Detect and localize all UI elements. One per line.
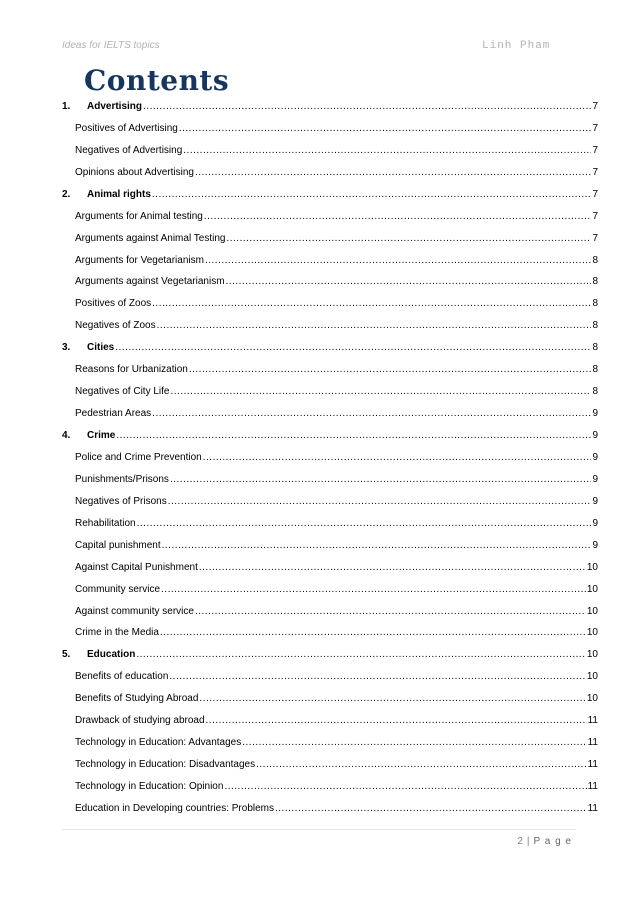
toc-entry-label: Crime [87,430,116,442]
toc-page-number: 9 [592,408,598,420]
toc-page-number: 7 [592,166,598,178]
toc-subsection-entry[interactable] [62,469,598,491]
toc-entry-label: Against community service [75,605,194,617]
toc-entry-label: Cities [87,342,115,354]
toc-page-number: 11 [587,715,598,727]
toc-page-number: 7 [592,232,598,244]
page-title: Contents [84,64,230,97]
table-of-contents [62,96,598,820]
toc-entry-label: Police and Crime Prevention [75,451,202,463]
toc-dot-leader [143,101,591,113]
toc-dot-leader [162,540,592,552]
toc-dot-leader [183,145,591,157]
footer-separator: | [526,836,531,847]
toc-section-number: 4. [62,430,71,442]
toc-subsection-entry[interactable] [62,228,598,250]
toc-dot-leader [203,452,592,464]
toc-page-number: 9 [592,495,598,507]
toc-entry-label: Arguments for Vegetarianism [75,254,204,266]
toc-page-number: 11 [587,737,598,749]
toc-page-number: 10 [586,605,598,617]
toc-subsection-entry[interactable] [62,798,598,820]
toc-page-number: 7 [592,100,598,112]
toc-entry-label: Negatives of Advertising [75,144,183,156]
toc-page-number: 8 [592,276,598,288]
toc-subsection-entry[interactable] [62,754,598,776]
toc-dot-leader [204,211,592,223]
toc-entry-label: Benefits of education [75,671,169,683]
toc-section-entry[interactable] [62,337,598,359]
toc-dot-leader [199,693,585,705]
toc-subsection-entry[interactable] [62,710,598,732]
toc-subsection-entry[interactable] [62,250,598,272]
toc-entry-label: Drawback of studying abroad [75,715,205,727]
toc-dot-leader [195,606,586,618]
toc-page-number: 11 [587,781,598,793]
toc-subsection-entry[interactable] [62,666,598,688]
toc-subsection-entry[interactable] [62,732,598,754]
toc-page-number: 11 [587,759,598,771]
toc-page-number: 9 [592,473,598,485]
toc-dot-leader [152,298,591,310]
toc-entry-label: Negatives of City Life [75,386,170,398]
toc-dot-leader [199,562,586,574]
toc-entry-label: Education [87,649,136,661]
page-header [62,40,576,56]
toc-entry-label: Negatives of Prisons [75,495,167,507]
toc-page-number: 8 [592,364,598,376]
toc-dot-leader [160,627,586,639]
toc-section-entry[interactable] [62,425,598,447]
toc-subsection-entry[interactable] [62,315,598,337]
header-author: Linh Pham [482,40,551,52]
toc-subsection-entry[interactable] [62,118,598,140]
toc-page-number: 7 [592,210,598,222]
toc-entry-label: Education in Developing countries: Problems [75,802,274,814]
toc-dot-leader [116,430,591,442]
toc-entry-label: Arguments against Animal Testing [75,232,226,244]
toc-page-number: 9 [592,517,598,529]
toc-subsection-entry[interactable] [62,535,598,557]
toc-dot-leader [179,123,592,135]
toc-section-entry[interactable] [62,184,598,206]
toc-entry-label: Negatives of Zoos [75,320,156,332]
toc-page-number: 9 [592,539,598,551]
toc-page-number: 10 [586,583,598,595]
toc-dot-leader [189,364,592,376]
toc-section-number: 1. [62,100,71,112]
header-document-title: Ideas for IELTS topics [62,40,160,51]
toc-page-number: 9 [592,451,598,463]
toc-subsection-entry[interactable] [62,381,598,403]
footer-page-number: 2 [517,836,524,847]
toc-entry-label: Animal rights [87,188,151,200]
toc-entry-label: Crime in the Media [75,627,159,639]
toc-section-entry[interactable] [62,96,598,118]
toc-section-entry[interactable] [62,644,598,666]
toc-subsection-entry[interactable] [62,403,598,425]
footer-divider [62,829,576,830]
toc-page-number: 10 [586,671,598,683]
toc-subsection-entry[interactable] [62,293,598,315]
toc-section-number: 2. [62,188,71,200]
toc-page-number: 7 [592,188,598,200]
toc-entry-label: Arguments for Animal testing [75,210,203,222]
toc-dot-leader [168,496,592,508]
toc-dot-leader [161,584,586,596]
toc-entry-label: Opinions about Advertising [75,166,194,178]
toc-dot-leader [226,276,592,288]
toc-subsection-entry[interactable] [62,579,598,601]
toc-dot-leader [136,649,586,661]
toc-page-number: 9 [592,430,598,442]
toc-page-number: 8 [592,298,598,310]
toc-subsection-entry[interactable] [62,447,598,469]
toc-subsection-entry[interactable] [62,601,598,623]
toc-subsection-entry[interactable] [62,513,598,535]
toc-dot-leader [171,386,592,398]
toc-entry-label: Technology in Education: Disadvantages [75,759,256,771]
toc-page-number: 8 [592,342,598,354]
toc-page-number: 10 [586,693,598,705]
toc-entry-label: Pedestrian Areas [75,408,152,420]
toc-dot-leader [206,715,587,727]
toc-subsection-entry[interactable] [62,140,598,162]
toc-page-number: 7 [592,122,598,134]
toc-subsection-entry[interactable] [62,557,598,579]
toc-page-number: 7 [592,144,598,156]
toc-subsection-entry[interactable] [62,206,598,228]
toc-dot-leader [224,781,586,793]
toc-entry-label: Capital punishment [75,539,161,551]
toc-page-number: 8 [592,254,598,266]
toc-page-number: 10 [586,649,598,661]
toc-page-number: 8 [592,320,598,332]
toc-page-number: 10 [586,561,598,573]
toc-dot-leader [115,342,591,354]
toc-page-number: 8 [592,386,598,398]
toc-subsection-entry[interactable] [62,359,598,381]
toc-entry-label: Reasons for Urbanization [75,364,188,376]
toc-dot-leader [152,408,591,420]
toc-subsection-entry[interactable] [62,776,598,798]
toc-entry-label: Rehabilitation [75,517,136,529]
toc-dot-leader [256,759,586,771]
toc-subsection-entry[interactable] [62,272,598,294]
toc-page-number: 11 [587,802,598,814]
toc-subsection-entry[interactable] [62,688,598,710]
toc-dot-leader [205,255,591,267]
toc-dot-leader [195,167,591,179]
toc-dot-leader [275,803,587,815]
toc-entry-label: Against Capital Punishment [75,561,198,573]
toc-entry-label: Positives of Zoos [75,298,152,310]
toc-dot-leader [242,737,586,749]
toc-section-number: 5. [62,649,71,661]
toc-dot-leader [170,474,592,486]
toc-entry-label: Arguments against Vegetarianism [75,276,225,288]
toc-page-number: 10 [586,627,598,639]
toc-dot-leader [137,518,592,530]
toc-subsection-entry[interactable] [62,491,598,513]
toc-entry-label: Benefits of Studying Abroad [75,693,199,705]
toc-dot-leader [169,671,585,683]
toc-entry-label: Positives of Advertising [75,122,178,134]
toc-entry-label: Advertising [87,100,143,112]
toc-entry-label: Community service [75,583,161,595]
toc-entry-label: Technology in Education: Opinion [75,781,224,793]
toc-dot-leader [226,233,591,245]
toc-entry-label: Punishments/Prisons [75,473,169,485]
footer-page-word: P a g e [533,836,572,847]
toc-subsection-entry[interactable] [62,162,598,184]
toc-subsection-entry[interactable] [62,623,598,645]
toc-dot-leader [157,320,592,332]
page-footer [517,836,572,847]
toc-entry-label: Technology in Education: Advantages [75,737,242,749]
toc-section-number: 3. [62,342,71,354]
toc-dot-leader [152,189,592,201]
